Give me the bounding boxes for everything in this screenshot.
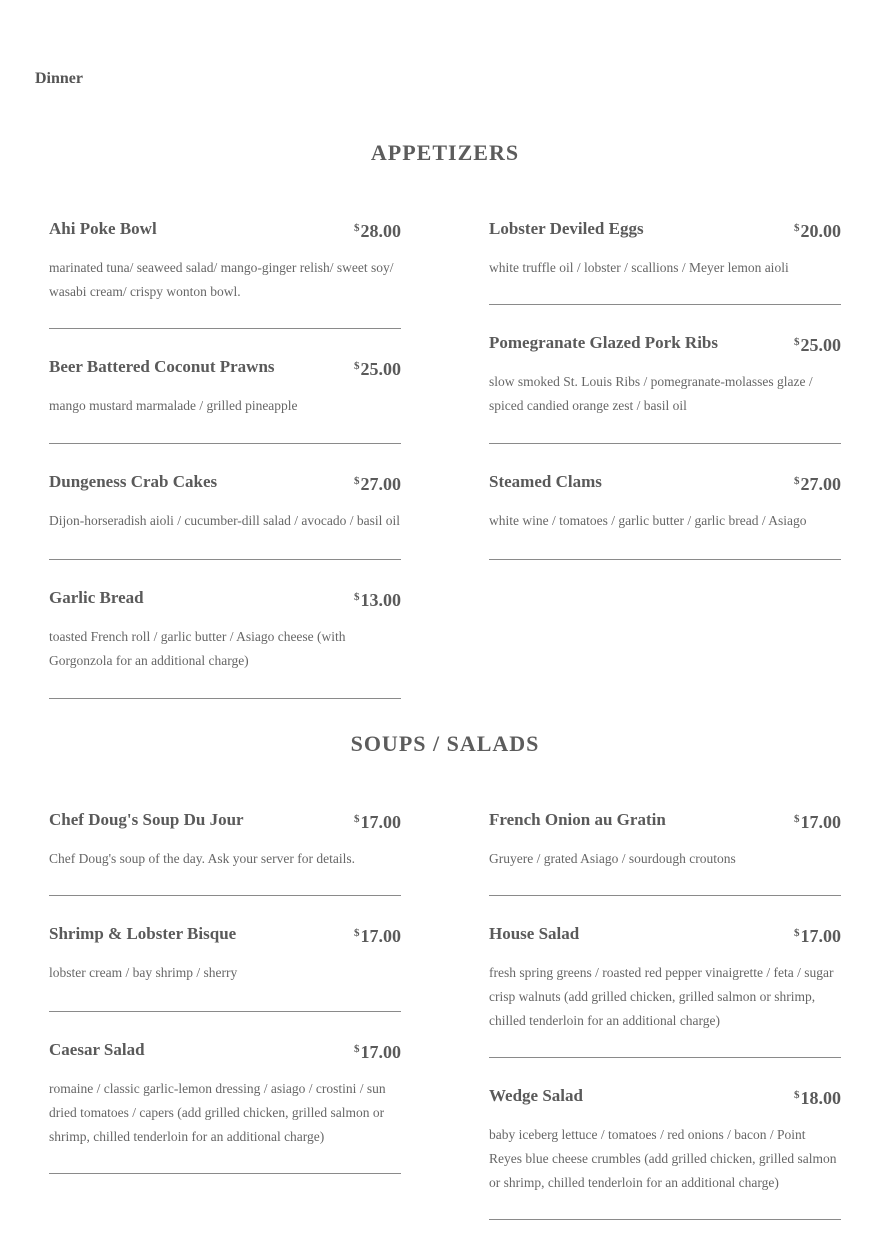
item-price: $27.00	[354, 474, 401, 494]
item-description: Chef Doug's soup of the day. Ask your server for details.	[49, 851, 355, 866]
section-heading-soups-salads: SOUPS / SALADS	[350, 731, 540, 756]
item-description: white wine / tomatoes / garlic butter / garlic bread / Asiago	[489, 513, 807, 528]
currency-symbol: $	[354, 360, 360, 372]
currency-symbol: $	[354, 222, 360, 234]
item-name: Chef Doug's Soup Du Jour	[49, 810, 244, 829]
currency-symbol: $	[354, 475, 360, 487]
section-heading-appetizers: APPETIZERS	[370, 140, 520, 165]
appetizers-right-column	[489, 216, 841, 560]
item-description: white truffle oil / lobster / scallions / Meyer lemon aioli	[489, 260, 789, 275]
item-description: slow smoked St. Louis Ribs / pomegranate-molasses glaze / spiced candied orange zest / basil oil	[489, 374, 813, 413]
item-description: baby iceberg lettuce / tomatoes / red onions / bacon / Point Reyes blue cheese crumbles (add grilled chicken, grilled salmon or shrimp, chilled tenderloin for an additional charge)	[489, 1127, 837, 1190]
item-price: $17.00	[354, 1042, 401, 1062]
currency-symbol: $	[354, 1043, 360, 1055]
item-price: $17.00	[354, 926, 401, 946]
item-description: romaine / classic garlic-lemon dressing / asiago / crostini / sun dried tomatoes / capers (add grilled chicken, grilled salmon or shrimp, chilled tenderloin for an additional charge)	[49, 1081, 386, 1144]
currency-symbol: $	[354, 927, 360, 939]
item-price: $27.00	[794, 474, 841, 494]
item-name: Caesar Salad	[49, 1040, 145, 1059]
item-price: $17.00	[794, 812, 841, 832]
menu-item	[49, 807, 401, 896]
item-description: Dijon-horseradish aioli / cucumber-dill salad / avocado / basil oil	[49, 513, 401, 528]
item-description: mango mustard marmalade / grilled pineapple	[49, 398, 298, 413]
menu-item	[49, 469, 401, 560]
menu-item	[489, 330, 841, 444]
soups-salads-left-column	[49, 807, 401, 1174]
item-price: $17.00	[794, 926, 841, 946]
currency-symbol: $	[794, 1089, 800, 1101]
item-description: lobster cream / bay shrimp / sherry	[49, 965, 238, 980]
menu-item	[49, 921, 401, 1012]
menu-item	[489, 216, 841, 305]
currency-symbol: $	[794, 927, 800, 939]
item-name: Ahi Poke Bowl	[49, 219, 157, 238]
item-name: Wedge Salad	[489, 1086, 583, 1105]
item-name: French Onion au Gratin	[489, 810, 666, 829]
item-price: $25.00	[794, 335, 841, 355]
currency-symbol: $	[354, 813, 360, 825]
item-description: Gruyere / grated Asiago / sourdough croutons	[489, 851, 736, 866]
menu-item	[489, 1083, 841, 1220]
item-description: toasted French roll / garlic butter / Asiago cheese (with Gorgonzola for an additional charge)	[49, 629, 346, 668]
currency-symbol: $	[354, 591, 360, 603]
menu-item	[489, 469, 841, 560]
currency-symbol: $	[794, 475, 800, 487]
item-name: Lobster Deviled Eggs	[489, 219, 644, 238]
menu-title: Dinner	[35, 70, 83, 87]
item-price: $28.00	[354, 221, 401, 241]
menu-item	[49, 354, 401, 444]
menu-item	[49, 1037, 401, 1174]
item-price: $18.00	[794, 1088, 841, 1108]
currency-symbol: $	[794, 336, 800, 348]
item-description: marinated tuna/ seaweed salad/ mango-ginger relish/ sweet soy/ wasabi cream/ crispy wonton bowl.	[49, 260, 394, 299]
menu-item	[489, 807, 841, 896]
item-price: $25.00	[354, 359, 401, 379]
soups-salads-right-column	[489, 807, 841, 1220]
menu-item	[489, 921, 841, 1058]
item-name: Dungeness Crab Cakes	[49, 472, 218, 491]
menu-item	[49, 216, 401, 329]
item-name: Shrimp & Lobster Bisque	[49, 924, 237, 943]
appetizers-left-column	[49, 216, 401, 699]
item-name: House Salad	[489, 924, 580, 943]
menu-item	[49, 585, 401, 699]
item-description: fresh spring greens / roasted red pepper vinaigrette / feta / sugar crisp walnuts (add grilled chicken, grilled salmon or shrimp, chilled tenderloin for an additional charge)	[489, 965, 834, 1028]
item-name: Pomegranate Glazed Pork Ribs	[489, 333, 718, 352]
currency-symbol: $	[794, 813, 800, 825]
item-name: Beer Battered Coconut Prawns	[49, 357, 275, 376]
currency-symbol: $	[794, 222, 800, 234]
item-price: $20.00	[794, 221, 841, 241]
item-name: Garlic Bread	[49, 588, 144, 607]
item-name: Steamed Clams	[489, 472, 602, 491]
item-price: $13.00	[354, 590, 401, 610]
item-price: $17.00	[354, 812, 401, 832]
